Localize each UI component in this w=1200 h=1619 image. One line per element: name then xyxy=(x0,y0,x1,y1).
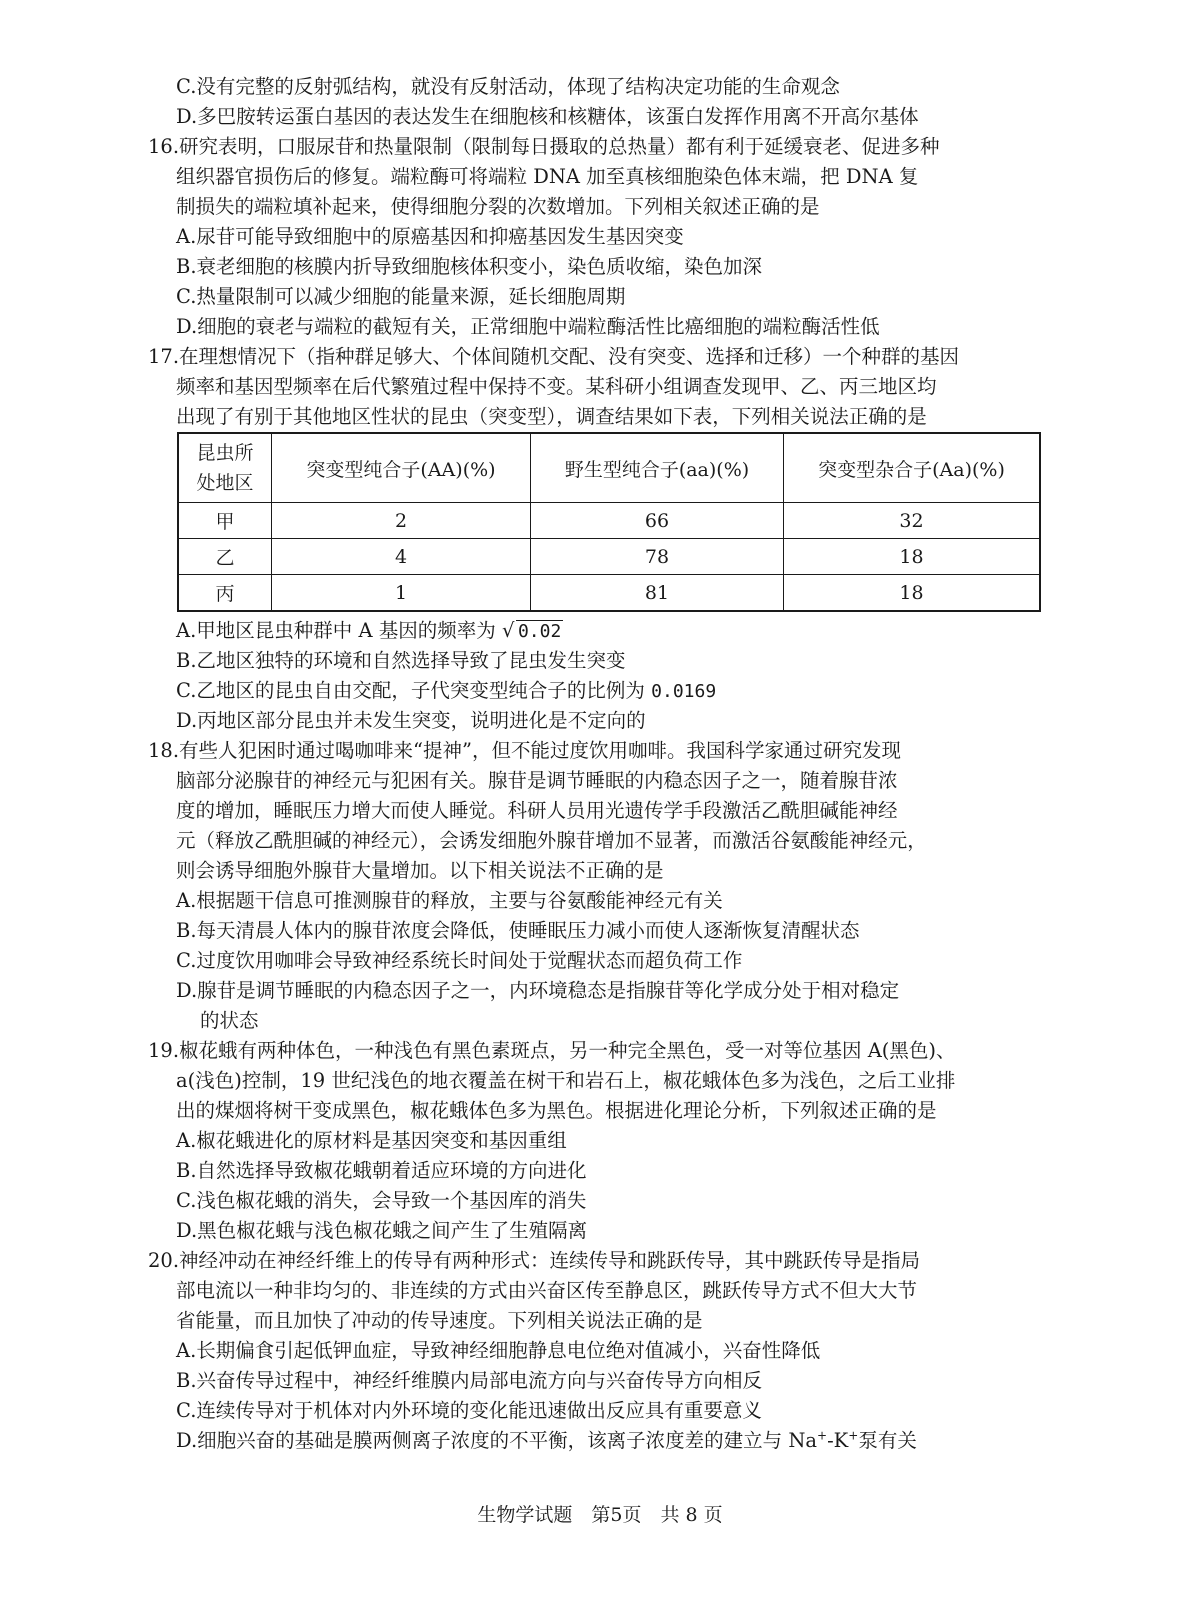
q17-option-d: D.丙地区部分昆虫并未发生突变，说明进化是不定向的 xyxy=(176,709,646,732)
q18-option-a: A.根据题干信息可推测腺苷的释放，主要与谷氨酸能神经元有关 xyxy=(176,889,723,912)
q18-option-b: B.每天清晨人体内的腺苷浓度会降低，使睡眠压力减小而使人逐渐恢复清醒状态 xyxy=(176,919,860,942)
q20-option-d-text: D.细胞兴奋的基础是膜两侧离子浓度的不平衡，该离子浓度差的建立与 Na xyxy=(176,1429,818,1452)
q20-option-c: C.连续传导对于机体对内外环境的变化能迅速做出反应具有重要意义 xyxy=(176,1399,762,1422)
q17-option-a xyxy=(176,616,563,646)
q16-option-b: B.衰老细胞的核膜内折导致细胞核体积变小，染色质收缩，染色加深 xyxy=(176,255,763,278)
table-header-region-line1: 昆虫所 xyxy=(196,442,254,464)
q18-stem-line: 18.有些人犯困时通过喝咖啡来“提神”，但不能过度饮用咖啡。我国科学家通过研究发现 xyxy=(148,739,901,762)
table-cell-region: 甲 xyxy=(178,503,272,539)
q17-stem-line: 出现了有别于其他地区性状的昆虫（突变型），调查结果如下表，下列相关说法正确的是 xyxy=(176,405,927,428)
q17-option-c-value: 0.0169 xyxy=(651,681,717,702)
table-header-aa-mutant: 突变型纯合子(AA)(%) xyxy=(272,433,531,503)
table-cell: 78 xyxy=(531,539,784,575)
q17-stem-line: 17.在理想情况下（指种群足够大、个体间随机交配、没有突变、选择和迁移）一个种群的基因 xyxy=(148,345,960,368)
q19-option-c: C.浅色椒花蛾的消失，会导致一个基因库的消失 xyxy=(176,1189,587,1212)
table-cell: 18 xyxy=(784,575,1041,612)
radical-sign: √ xyxy=(501,619,515,642)
q18-stem-line: 度的增加，睡眠压力增大而使人睡觉。科研人员用光遗传学手段激活乙酰胆碱能神经 xyxy=(176,799,898,822)
q17-stem-line: 频率和基因型频率在后代繁殖过程中保持不变。某科研小组调查发现甲、乙、丙三地区均 xyxy=(176,375,937,398)
q18-option-d: D.腺苷是调节睡眠的内稳态因子之一，内环境稳态是指腺苷等化学成分处于相对稳定 xyxy=(176,979,900,1002)
q18-option-d-continued: 的状态 xyxy=(200,1009,259,1032)
q20-option-d-ion: -K xyxy=(827,1429,849,1452)
q15-option-c: C.没有完整的反射弧结构，就没有反射活动，体现了结构决定功能的生命观念 xyxy=(176,75,840,98)
page-footer: 生物学试题 第5页 共 8 页 xyxy=(477,1504,723,1526)
q16-stem-line: 组织器官损伤后的修复。端粒酶可将端粒 DNA 加至真核细胞染色体末端，把 DNA 复 xyxy=(176,165,919,188)
q20-option-b: B.兴奋传导过程中，神经纤维膜内局部电流方向与兴奋传导方向相反 xyxy=(176,1369,763,1392)
q16-stem-line: 制损失的端粒填补起来，使得细胞分裂的次数增加。下列相关叙述正确的是 xyxy=(176,195,820,218)
table-cell-region: 丙 xyxy=(178,575,272,612)
table-header-aa-wild: 野生型纯合子(aa)(%) xyxy=(531,433,784,503)
table-cell: 2 xyxy=(272,503,531,539)
q18-option-c: C.过度饮用咖啡会导致神经系统长时间处于觉醒状态而超负荷工作 xyxy=(176,949,743,972)
q19-stem-line: 19.椒花蛾有两种体色，一种浅色有黑色素斑点，另一种完全黑色，受一对等位基因 A(黑色)、 xyxy=(148,1039,956,1062)
q20-stem-line: 20.神经冲动在神经纤维上的传导有两种形式：连续传导和跳跃传导，其中跳跃传导是指局 xyxy=(148,1249,921,1272)
q16-option-a: A.尿苷可能导致细胞中的原癌基因和抑癌基因发生基因突变 xyxy=(176,225,684,248)
q18-stem-line: 则会诱导细胞外腺苷大量增加。以下相关说法不正确的是 xyxy=(176,859,664,882)
table-cell: 32 xyxy=(784,503,1041,539)
superscript-plus: + xyxy=(817,1428,828,1443)
table-cell-region: 乙 xyxy=(178,539,272,575)
q20-option-d xyxy=(176,1426,917,1456)
table-cell: 81 xyxy=(531,575,784,612)
table-cell: 4 xyxy=(272,539,531,575)
q18-stem-line: 脑部分泌腺苷的神经元与犯困有关。腺苷是调节睡眠的内稳态因子之一，随着腺苷浓 xyxy=(176,769,898,792)
table-row xyxy=(178,503,1040,539)
q19-option-b: B.自然选择导致椒花蛾朝着适应环境的方向进化 xyxy=(176,1159,587,1182)
q17-option-b: B.乙地区独特的环境和自然选择导致了昆虫发生突变 xyxy=(176,649,626,672)
q20-option-a: A.长期偏食引起低钾血症，导致神经细胞静息电位绝对值减小，兴奋性降低 xyxy=(176,1339,821,1362)
table-row xyxy=(178,575,1040,612)
q20-stem-line: 省能量，而且加快了冲动的传导速度。下列相关说法正确的是 xyxy=(176,1309,703,1332)
table-cell: 1 xyxy=(272,575,531,612)
q17-option-a-text: A.甲地区昆虫种群中 A 基因的频率为 xyxy=(176,619,496,642)
square-root-expression xyxy=(502,616,563,647)
q20-option-d-end: 泵有关 xyxy=(858,1429,917,1452)
q15-option-d: D.多巴胺转运蛋白基因的表达发生在细胞核和核糖体，该蛋白发挥作用离不开高尔基体 xyxy=(176,105,919,128)
q19-stem-line: a(浅色)控制，19 世纪浅色的地衣覆盖在树干和岩石上，椒花蛾体色多为浅色，之后工业排 xyxy=(176,1069,956,1092)
table-header-region-line2: 处地区 xyxy=(196,472,254,494)
q20-stem-line: 部电流以一种非均匀的、非连续的方式由兴奋区传至静息区，跳跃传导方式不但大大节 xyxy=(176,1279,918,1302)
q19-option-d: D.黑色椒花蛾与浅色椒花蛾之间产生了生殖隔离 xyxy=(176,1219,588,1242)
q16-option-d: D.细胞的衰老与端粒的截短有关，正常细胞中端粒酶活性比癌细胞的端粒酶活性低 xyxy=(176,315,880,338)
q18-stem-line: 元（释放乙酰胆碱的神经元），会诱发细胞外腺苷增加不显著，而激活谷氨酸能神经元， xyxy=(176,829,927,852)
q17-option-c xyxy=(176,676,716,706)
q19-stem-line: 出的煤烟将树干变成黑色，椒花蛾体色多为黑色。根据进化理论分析，下列叙述正确的是 xyxy=(176,1099,937,1122)
q16-option-c: C.热量限制可以减少细胞的能量来源，延长细胞周期 xyxy=(176,285,626,308)
table-header-aa-hetero: 突变型杂合子(Aa)(%) xyxy=(784,433,1041,503)
table-header-region xyxy=(178,433,272,503)
superscript-plus: + xyxy=(848,1428,859,1443)
q19-option-a: A.椒花蛾进化的原材料是基因突变和基因重组 xyxy=(176,1129,567,1152)
table-header-row xyxy=(178,433,1040,503)
radicand: 0.02 xyxy=(517,621,562,642)
q16-stem-line: 16.研究表明，口服尿苷和热量限制（限制每日摄取的总热量）都有利于延缓衰老、促进多种 xyxy=(148,135,940,158)
table-cell: 18 xyxy=(784,539,1041,575)
q17-option-c-text: C.乙地区的昆虫自由交配，子代突变型纯合子的比例为 xyxy=(176,679,645,702)
insect-genotype-table xyxy=(177,432,1041,612)
table-row xyxy=(178,539,1040,575)
table-cell: 66 xyxy=(531,503,784,539)
